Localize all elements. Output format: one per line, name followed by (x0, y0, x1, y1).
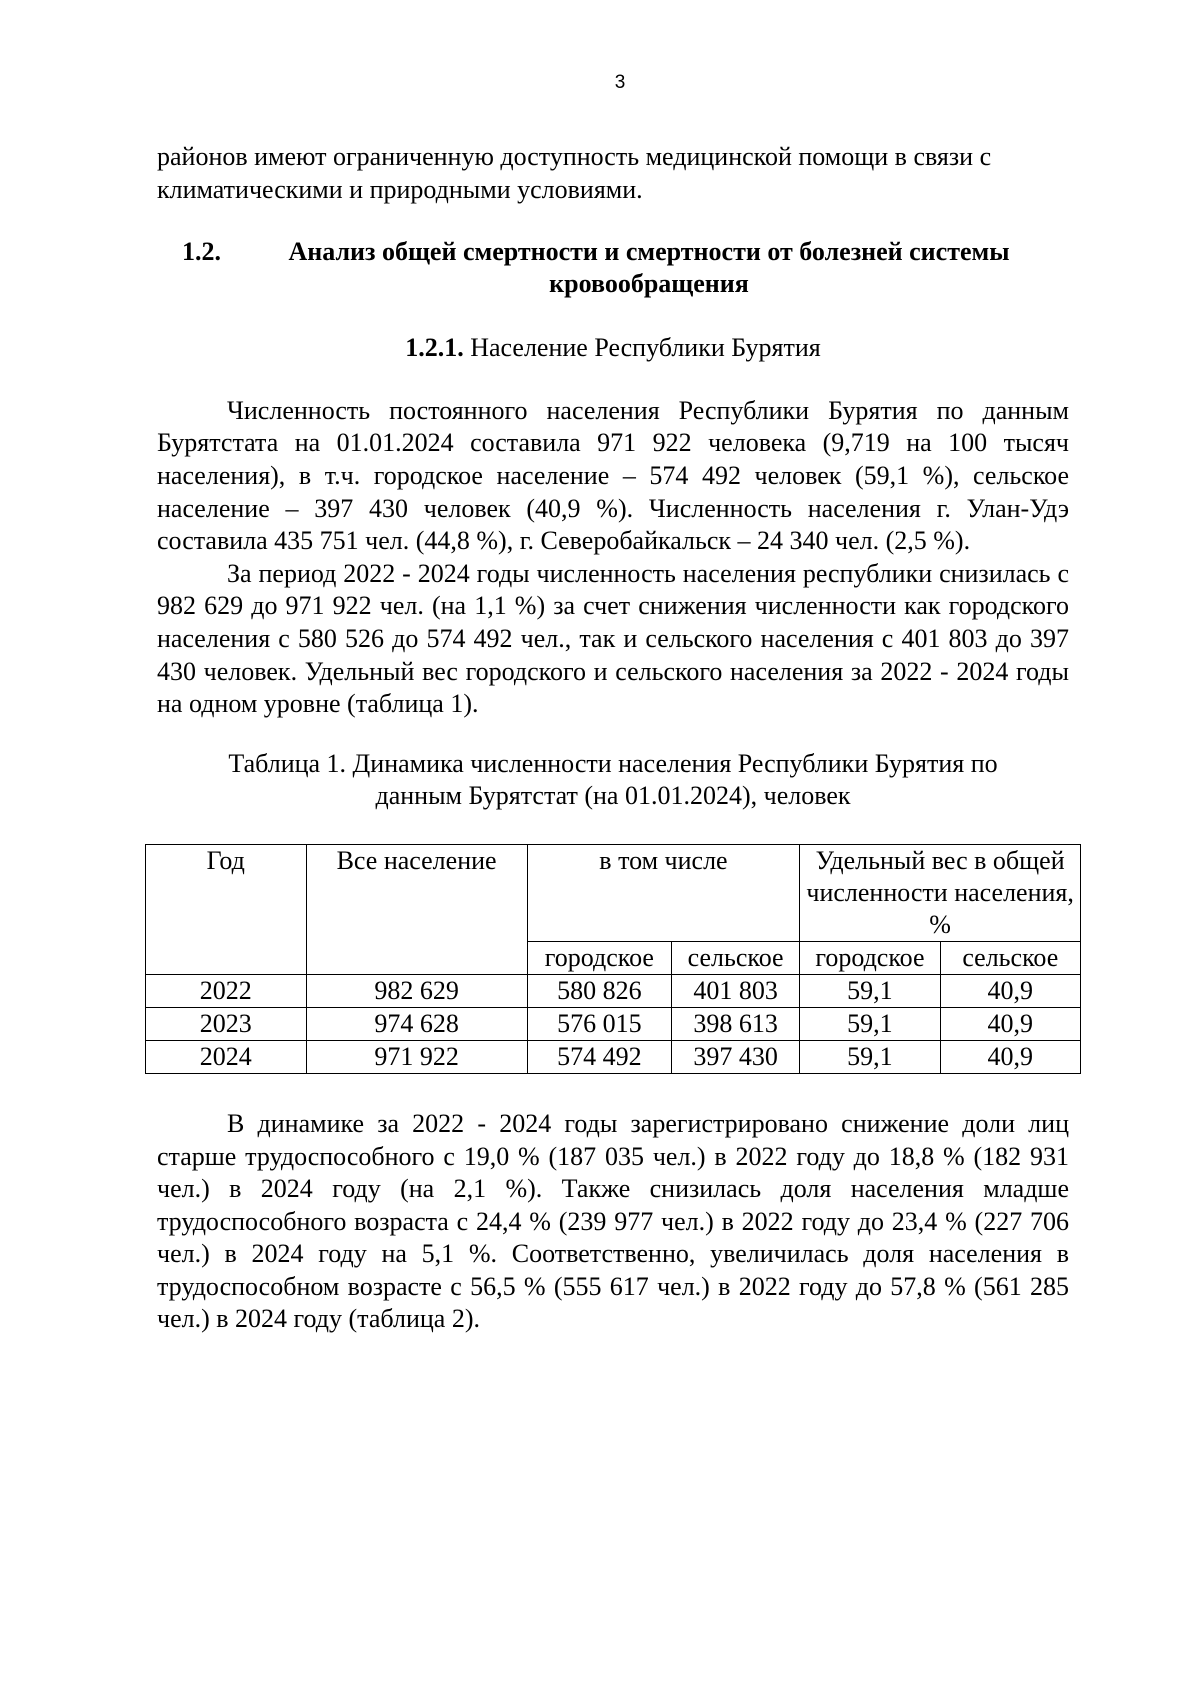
section-heading (157, 236, 1069, 300)
subsection-title: Население Республики Бурятия (470, 333, 821, 363)
cell-share-rural: 40,9 (940, 1007, 1080, 1040)
table-header-row (146, 844, 1081, 941)
cell-year: 2022 (146, 974, 307, 1007)
cell-urban: 580 826 (527, 974, 671, 1007)
paragraph-age-structure: В динамике за 2022 - 2024 годы зарегистрировано снижение доли лиц старше трудоспособного с 19,0 % (187 035 чел.) в 2022 году до 18,8 % (182 931 чел.) в 2024 году (на 2,1 %). Также снизилась доля населения младше трудоспособного возраста с 24,4 % (239 977 чел.) в 2022 году до 23,4 % (227 706 чел.) в 2024 году на 5,1 %. Соответственно, увеличилась доля населения в трудоспособном возрасте с 56,5 % (555 617 чел.) в 2022 году до 57,8 % (561 285 чел.) в 2024 году (таблица 2). (157, 1108, 1069, 1334)
section-number: 1.2. (182, 237, 221, 267)
table-row (146, 974, 1081, 1007)
intro-paragraph: районов имеют ограниченную доступность медицинской помощи в связи с климатическими и природными условиями. (157, 142, 992, 204)
cell-urban: 574 492 (527, 1040, 671, 1073)
cell-rural: 397 430 (672, 1040, 800, 1073)
paragraph-population: Численность постоянного населения Республики Бурятия по данным Бурятстата на 01.01.2024 составила 971 922 человека (9,719 на 100 тысяч населения), в т.ч. городское население – 574 492 человек (59,1 %), сельское население – 397 430 человек (40,9 %). Численность населения г. Улан-Удэ составила 435 751 чел. (44,8 %), г. Северобайкальск – 24 340 чел. (2,5 %). (157, 395, 1069, 556)
header-rural: сельское (672, 941, 800, 974)
table-row (146, 1040, 1081, 1073)
cell-total: 971 922 (306, 1040, 527, 1073)
header-urban: городское (527, 941, 671, 974)
cell-year: 2024 (146, 1040, 307, 1073)
cell-share-urban: 59,1 (800, 1040, 940, 1073)
cell-total: 974 628 (306, 1007, 527, 1040)
header-share-rural: сельское (940, 941, 1080, 974)
cell-share-rural: 40,9 (940, 974, 1080, 1007)
header-year: Год (146, 844, 307, 974)
table-caption: Таблица 1. Динамика численности населения Республики Бурятия по данным Бурятстат (на 01.01.2024), человек (228, 748, 998, 811)
header-share-urban: городское (800, 941, 940, 974)
header-including: в том числе (527, 844, 800, 941)
cell-total: 982 629 (306, 974, 527, 1007)
cell-urban: 576 015 (527, 1007, 671, 1040)
page-number: 3 (614, 72, 626, 93)
page-content (157, 141, 1074, 1336)
header-share: Удельный вес в общей численности населения, % (800, 844, 1081, 941)
cell-rural: 401 803 (672, 974, 800, 1007)
cell-share-urban: 59,1 (800, 974, 940, 1007)
population-table (145, 844, 1081, 1074)
cell-share-urban: 59,1 (800, 1007, 940, 1040)
cell-year: 2023 (146, 1007, 307, 1040)
header-total: Все население (306, 844, 527, 974)
cell-rural: 398 613 (672, 1007, 800, 1040)
paragraph-dynamics: За период 2022 - 2024 годы численность населения республики снизилась с 982 629 до 971 922 чел. (на 1,1 %) за счет снижения численности как городского населения с 580 526 до 574 492 чел., так и сельского населения с 401 803 до 397 430 человек. Удельный вес городского и сельского населения за 2022 - 2024 годы на одном уровне (таблица 1). (157, 558, 1069, 719)
subsection-heading (157, 332, 1069, 365)
table-row (146, 1007, 1081, 1040)
subsection-number: 1.2.1. (405, 333, 464, 363)
cell-share-rural: 40,9 (940, 1040, 1080, 1073)
section-title: Анализ общей смертности и смертности от болезней системы кровообращения (288, 237, 1010, 299)
